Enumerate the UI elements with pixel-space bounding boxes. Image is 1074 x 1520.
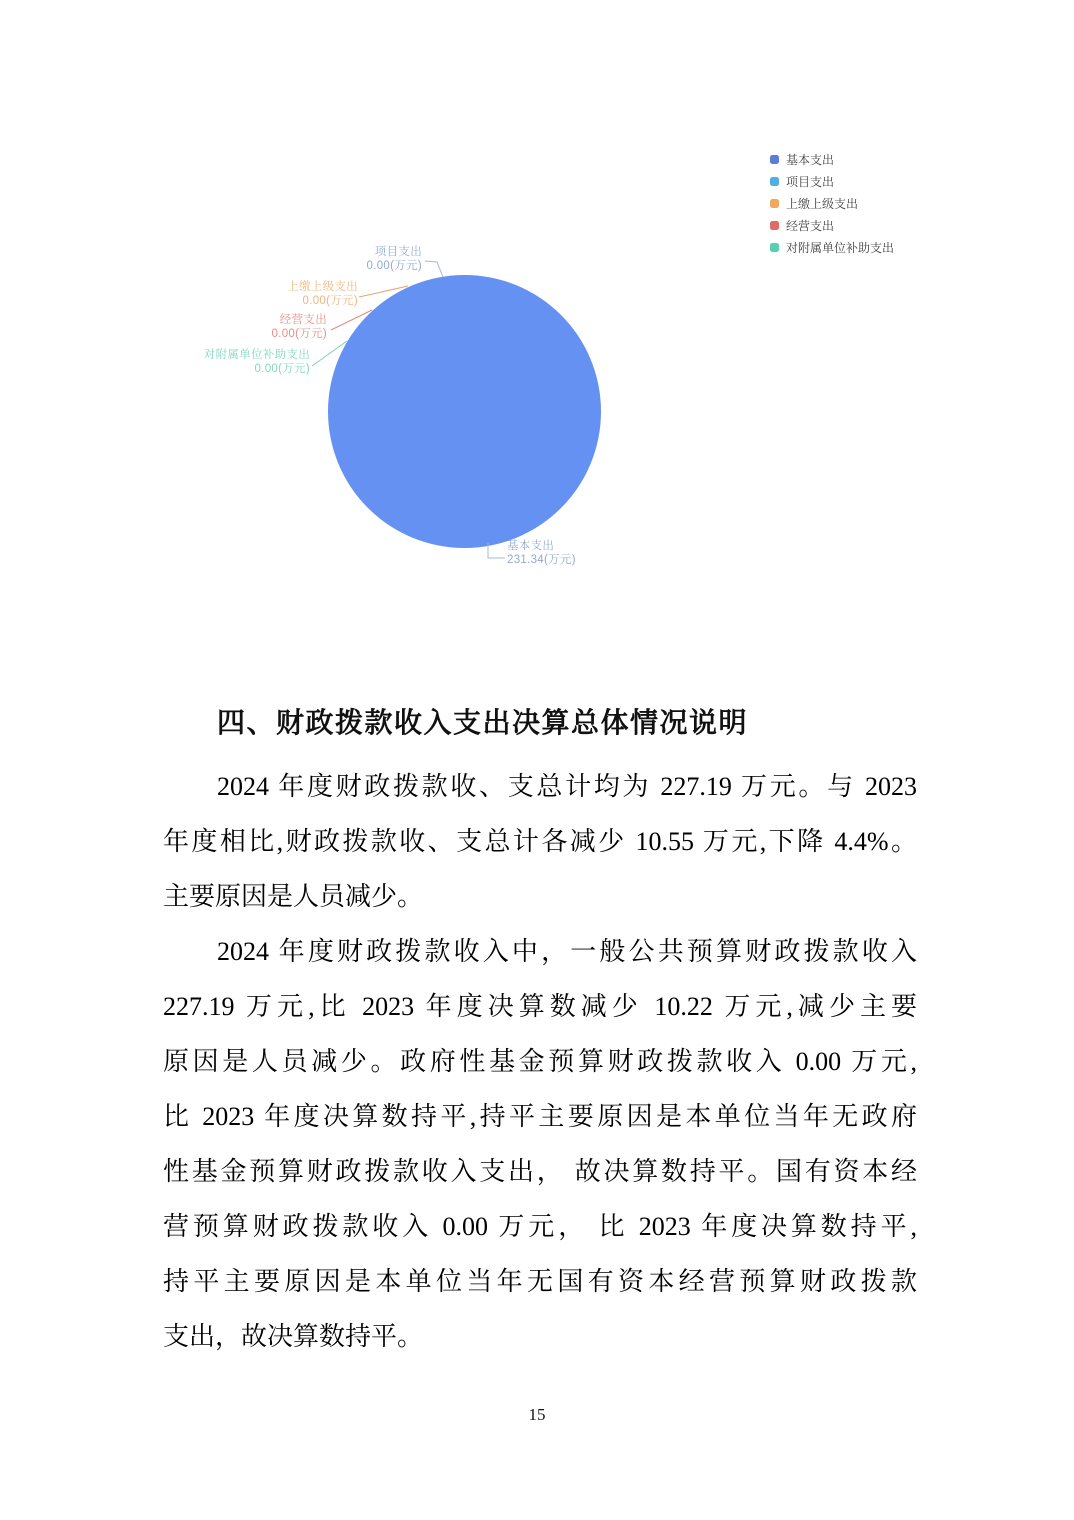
text-line: 原因是人员减少。政府性基金预算财政拨款收入 0.00 万元, [163,1047,917,1076]
callout-value: 0.00(万元) [366,259,422,272]
legend-label: 对附属单位补助支出 [786,240,895,255]
callout-value: 231.34(万元) [507,553,576,566]
text-line: 主要原因是人员减少。 [163,882,424,911]
pie-callout-label [272,314,327,341]
text-line: 年度相比,财政拨款收、支总计各减少 10.55 万元,下降 4.4%。 [163,827,917,856]
page-number: 15 [528,1405,546,1424]
legend-label: 项目支出 [786,174,835,189]
pie-callout-label [507,540,576,567]
text-line: 比 2023 年度决算数持平,持平主要原因是本单位当年无政府 [163,1102,917,1131]
legend-label: 基本支出 [786,152,835,167]
text-line: 2024 年度财政拨款收入中，一般公共预算财政拨款收入 [217,937,917,966]
pie-callout-label [367,246,422,273]
callout-series-name: 上缴上级支出 [287,281,358,293]
callout-value: 0.00(万元) [271,327,327,340]
pie-callout-label [204,349,310,376]
legend-label: 上缴上级支出 [786,196,859,211]
chart-legend [770,153,894,263]
callout-value: 0.00(万元) [254,362,310,375]
body-text [163,759,917,1364]
pie-callout-label [287,281,358,308]
legend-label: 经营支出 [786,218,835,233]
legend-item [770,241,894,253]
leader-line [425,261,443,277]
section-heading: 四、财政拨款收入支出决算总体情况说明 [217,707,749,738]
text-line: 227.19 万元,比 2023 年度决算数减少 10.22 万元,减少主要 [163,992,917,1021]
callout-series-name: 基本支出 [507,540,555,552]
text-line: 2024 年度财政拨款收、支总计均为 227.19 万元。与 2023 [217,772,917,801]
pie-slice-basic-expenditure [328,275,601,548]
legend-item [770,197,894,209]
text-line: 支出，故决算数持平。 [163,1322,424,1351]
legend-swatch-icon [770,155,779,164]
legend-swatch-icon [770,199,779,208]
legend-item [770,175,894,187]
callout-value: 0.00(万元) [302,294,358,307]
legend-item [770,153,894,165]
callout-series-name: 项目支出 [374,246,422,258]
legend-item [770,219,894,231]
text-line: 营预算财政拨款收入 0.00 万元， 比 2023 年度决算数持平, [163,1212,917,1241]
text-line: 性基金预算财政拨款收入支出， 故决算数持平。国有资本经 [163,1157,917,1186]
text-line: 持平主要原因是本单位当年无国有资本经营预算财政拨款 [163,1267,917,1296]
legend-swatch-icon [770,243,779,252]
legend-swatch-icon [770,177,779,186]
callout-series-name: 对附属单位补助支出 [203,349,310,361]
expenditure-pie-chart [0,0,1074,660]
callout-series-name: 经营支出 [279,314,327,326]
legend-swatch-icon [770,221,779,230]
